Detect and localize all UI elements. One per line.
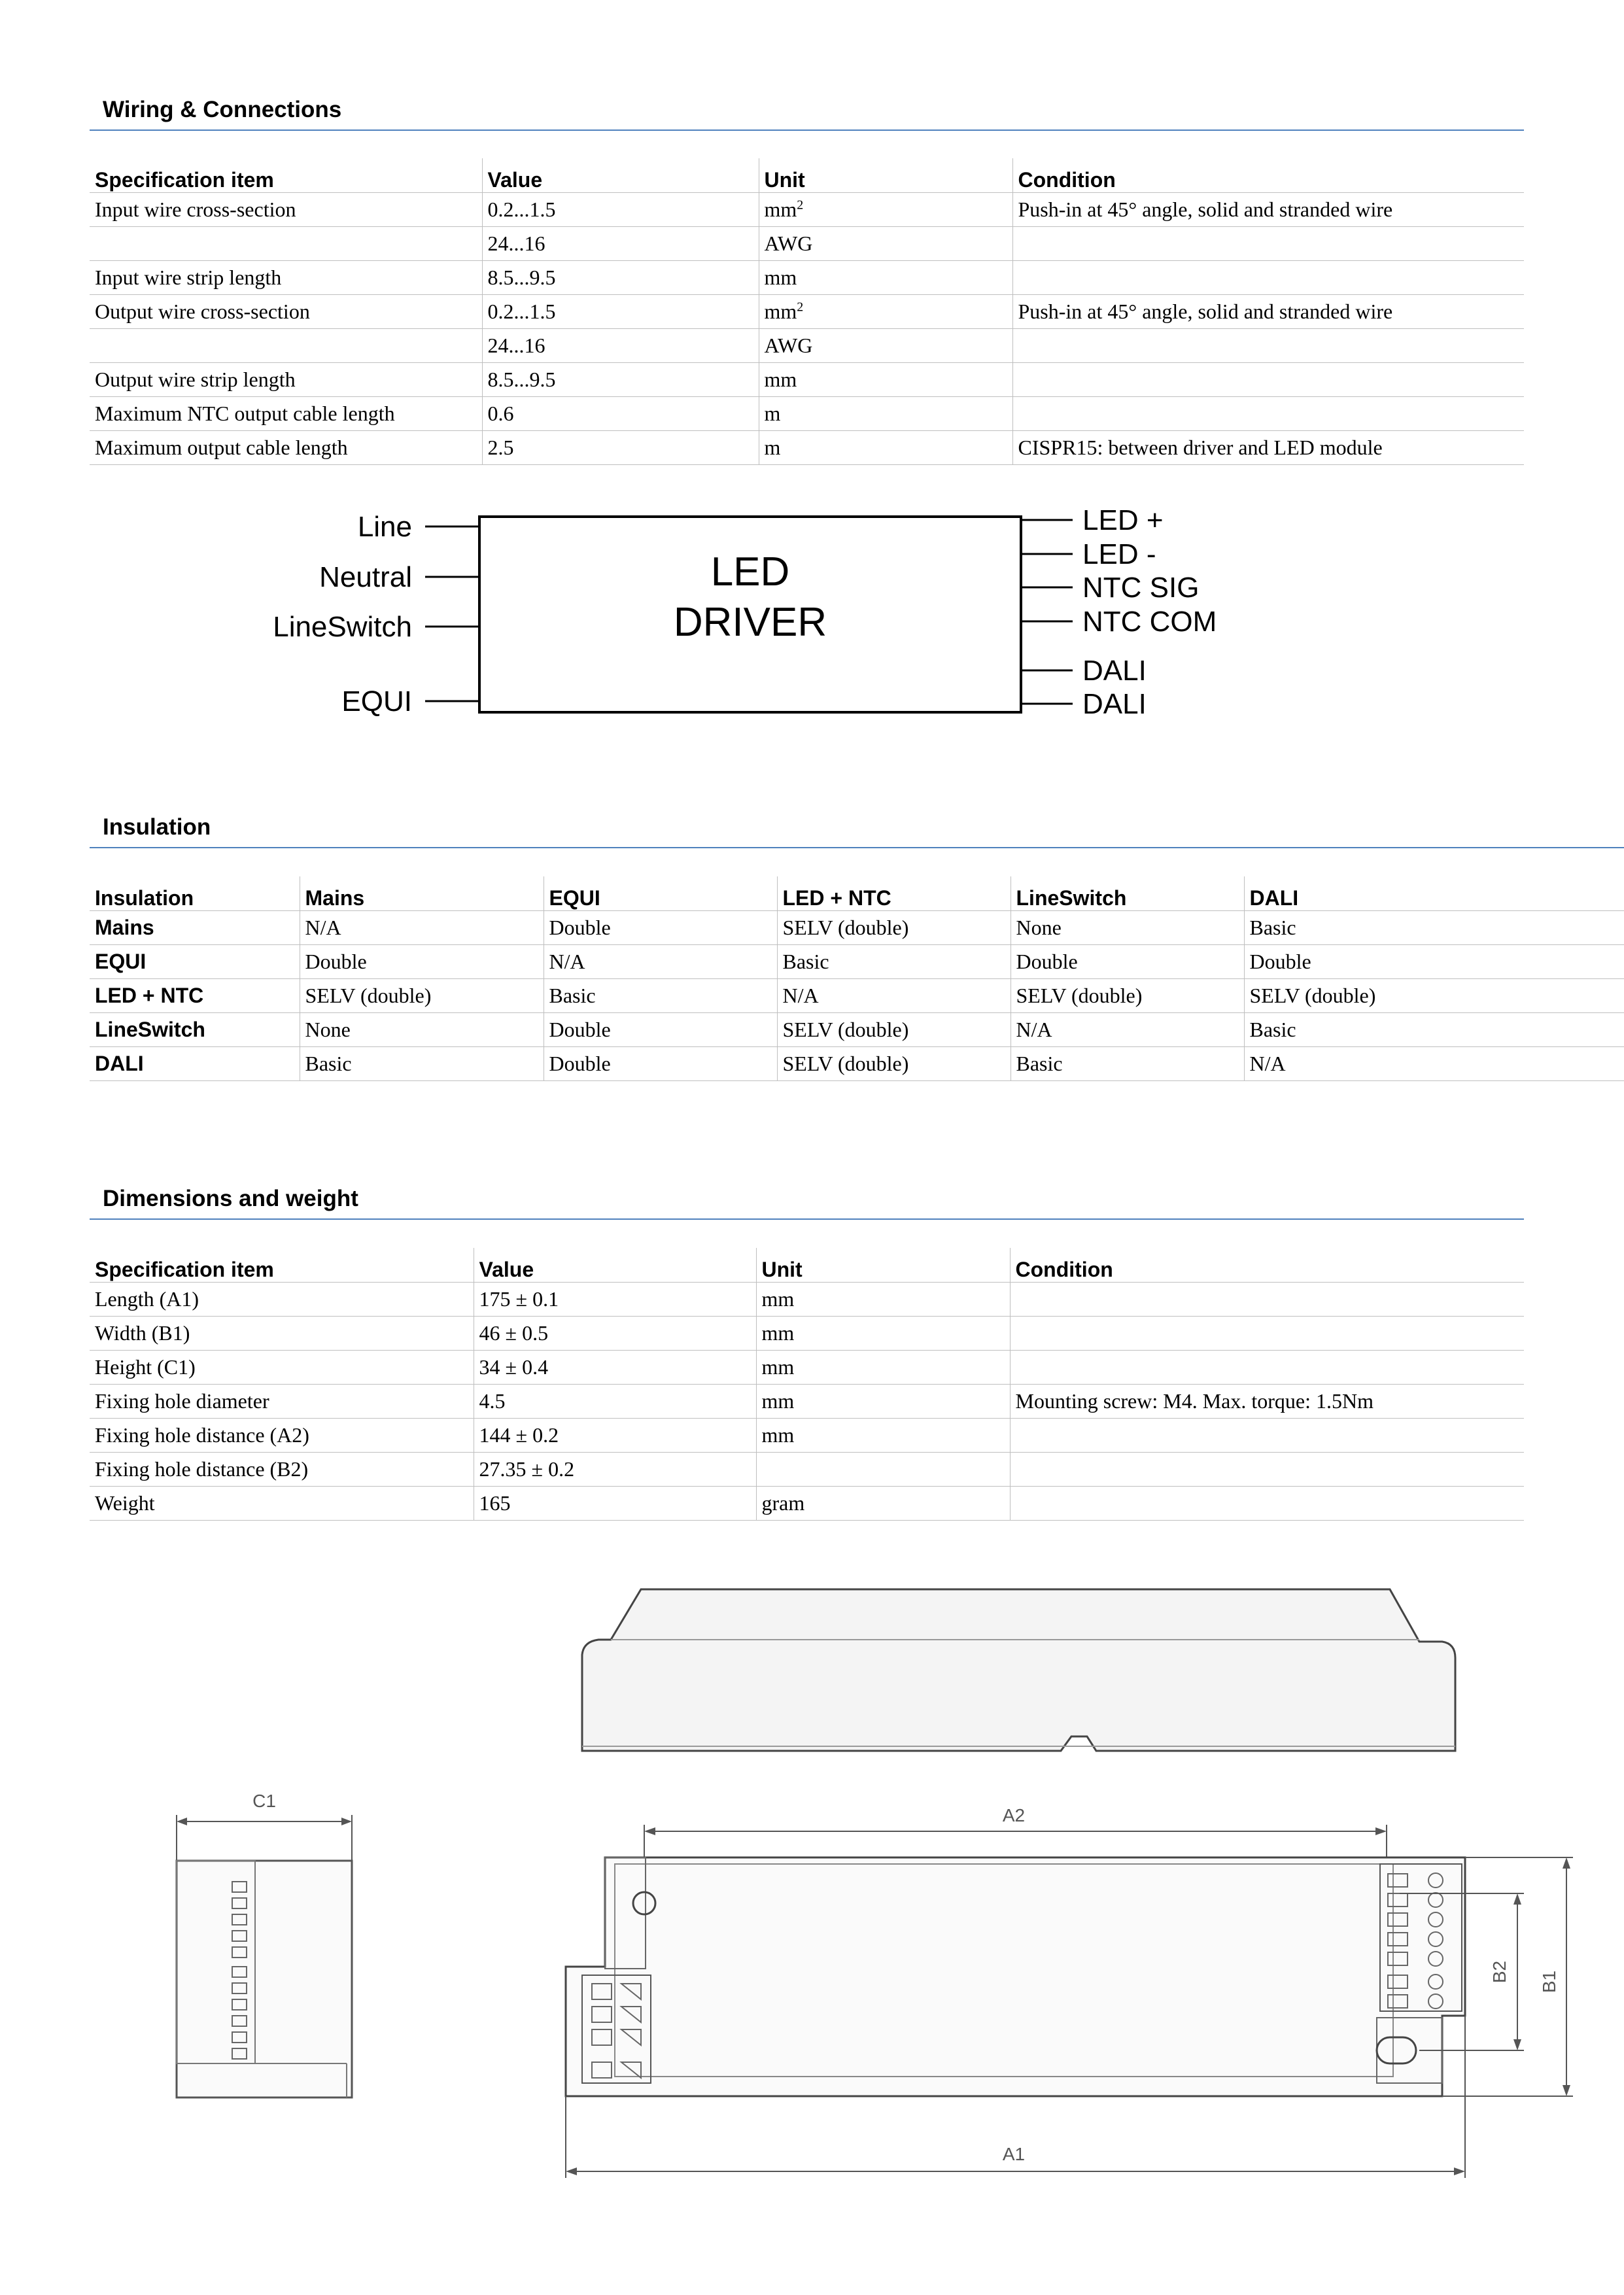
insulation-cell-text: Basic bbox=[1016, 1052, 1063, 1075]
c1-label: C1 bbox=[252, 1791, 276, 1811]
wiring-header-cell: Condition bbox=[1012, 158, 1524, 193]
insulation-section-rule bbox=[90, 847, 1624, 848]
insulation-section-title: Insulation bbox=[103, 814, 211, 840]
wiring-cell bbox=[1012, 329, 1524, 363]
wiring-cell-text: Push-in at 45° angle, solid and stranded wire bbox=[1018, 198, 1393, 221]
wiring-cell bbox=[1012, 397, 1524, 431]
wiring-cell-text: m bbox=[764, 436, 781, 459]
wiring-table bbox=[90, 158, 1524, 465]
input-terminal-label: Neutral bbox=[319, 561, 412, 593]
driver-plan-view bbox=[556, 1795, 1583, 2194]
dimensions-cell bbox=[756, 1385, 1010, 1419]
side-view-outline bbox=[177, 1861, 352, 2097]
dimensions-cell-text: mm bbox=[761, 1423, 795, 1447]
wiring-header-cell: Value bbox=[482, 158, 759, 193]
dimensions-row bbox=[90, 1419, 1524, 1453]
dimensions-cell-text: mm bbox=[761, 1355, 795, 1379]
dimensions-cell-text: 4.5 bbox=[479, 1389, 506, 1413]
insulation-cell-text: Basic bbox=[549, 984, 596, 1007]
insulation-cell bbox=[90, 979, 300, 1013]
wiring-row bbox=[90, 227, 1524, 261]
wiring-cell bbox=[482, 261, 759, 295]
output-terminal-label: DALI bbox=[1082, 688, 1147, 720]
wiring-row bbox=[90, 363, 1524, 397]
insulation-header-cell: Insulation bbox=[90, 876, 300, 911]
dimensions-cell bbox=[756, 1283, 1010, 1317]
dimensions-row bbox=[90, 1317, 1524, 1351]
wiring-cell bbox=[90, 193, 482, 227]
insulation-cell-text: N/A bbox=[305, 916, 341, 939]
wiring-cell bbox=[482, 431, 759, 465]
insulation-cell-text: Double bbox=[1249, 950, 1311, 973]
b1-label: B1 bbox=[1539, 1970, 1559, 1993]
insulation-cell bbox=[300, 979, 544, 1013]
wiring-cell-text: 0.2...1.5 bbox=[487, 300, 556, 323]
wiring-cell bbox=[482, 329, 759, 363]
dimensions-cell-text: 144 ± 0.2 bbox=[479, 1423, 559, 1447]
wiring-cell-text: Input wire strip length bbox=[95, 266, 282, 289]
insulation-row bbox=[90, 1013, 1624, 1047]
dimensions-cell-text: 34 ± 0.4 bbox=[479, 1355, 549, 1379]
output-terminal-label: NTC COM bbox=[1082, 606, 1217, 638]
dimensions-cell-text: 175 ± 0.1 bbox=[479, 1287, 559, 1311]
insulation-cell-text: Basic bbox=[305, 1052, 352, 1075]
insulation-cell-text: Double bbox=[549, 916, 611, 939]
dimensions-cell bbox=[90, 1385, 474, 1419]
insulation-cell-text: Mains bbox=[95, 916, 154, 939]
dimensions-cell-text: Fixing hole diameter bbox=[95, 1389, 269, 1413]
dimensions-header-cell: Specification item bbox=[90, 1248, 474, 1283]
insulation-cell bbox=[1011, 1013, 1244, 1047]
insulation-cell bbox=[777, 945, 1011, 979]
wiring-cell-text: CISPR15: between driver and LED module bbox=[1018, 436, 1383, 459]
wiring-cell-text: Output wire cross-section bbox=[95, 300, 310, 323]
insulation-cell-text: LED + NTC bbox=[95, 984, 204, 1007]
driver-label-line1: LED bbox=[710, 549, 790, 595]
wiring-cell-text: 0.6 bbox=[487, 402, 514, 425]
dimensions-row bbox=[90, 1385, 1524, 1419]
wiring-row bbox=[90, 397, 1524, 431]
insulation-row bbox=[90, 979, 1624, 1013]
wiring-cell bbox=[1012, 431, 1524, 465]
driver-profile-view bbox=[569, 1573, 1485, 1769]
wiring-cell bbox=[90, 261, 482, 295]
insulation-header-cell: EQUI bbox=[544, 876, 777, 911]
dimensions-cell bbox=[90, 1351, 474, 1385]
wiring-diagram bbox=[249, 497, 1269, 733]
wiring-cell bbox=[90, 363, 482, 397]
insulation-cell bbox=[777, 979, 1011, 1013]
wiring-cell bbox=[482, 227, 759, 261]
wiring-cell-text: Push-in at 45° angle, solid and stranded wire bbox=[1018, 300, 1393, 323]
insulation-cell bbox=[1011, 979, 1244, 1013]
wiring-cell bbox=[482, 193, 759, 227]
wiring-cell bbox=[759, 261, 1012, 295]
dimensions-cell bbox=[1010, 1385, 1524, 1419]
dimensions-row bbox=[90, 1487, 1524, 1521]
wiring-cell bbox=[759, 329, 1012, 363]
wiring-cell-text: Input wire cross-section bbox=[95, 198, 296, 221]
insulation-cell bbox=[300, 945, 544, 979]
insulation-cell bbox=[90, 1047, 300, 1081]
insulation-cell-text: Double bbox=[305, 950, 367, 973]
dimensions-cell-text: Mounting screw: M4. Max. torque: 1.5Nm bbox=[1015, 1389, 1373, 1413]
b2-label: B2 bbox=[1489, 1960, 1510, 1984]
wiring-section-title: Wiring & Connections bbox=[103, 97, 342, 122]
insulation-row bbox=[90, 1047, 1624, 1081]
wiring-row bbox=[90, 329, 1524, 363]
unit-superscript: 2 bbox=[797, 300, 804, 315]
dimensions-cell bbox=[90, 1283, 474, 1317]
dimensions-cell-text: Width (B1) bbox=[95, 1321, 190, 1345]
wiring-header-cell: Unit bbox=[759, 158, 1012, 193]
dimensions-cell bbox=[1010, 1283, 1524, 1317]
dimensions-cell-text: mm bbox=[761, 1389, 795, 1413]
wiring-cell bbox=[759, 397, 1012, 431]
driver-side-view bbox=[170, 1789, 366, 2109]
insulation-cell-text: SELV (double) bbox=[782, 916, 909, 939]
wiring-cell-text: mm bbox=[764, 300, 797, 323]
insulation-cell bbox=[1244, 911, 1624, 945]
dimensions-cell bbox=[1010, 1419, 1524, 1453]
dimensions-cell bbox=[90, 1453, 474, 1487]
output-terminal-label: NTC SIG bbox=[1082, 572, 1200, 604]
insulation-cell-text: SELV (double) bbox=[1016, 984, 1143, 1007]
unit-superscript: 2 bbox=[797, 198, 804, 213]
insulation-cell bbox=[90, 1013, 300, 1047]
wiring-cell-text: mm bbox=[764, 266, 797, 289]
wiring-cell bbox=[482, 295, 759, 329]
input-terminals bbox=[273, 511, 479, 717]
wiring-cell-text: Maximum output cable length bbox=[95, 436, 348, 459]
insulation-header-cell: LineSwitch bbox=[1011, 876, 1244, 911]
wiring-cell-text: 24...16 bbox=[487, 232, 545, 255]
insulation-cell-text: N/A bbox=[549, 950, 585, 973]
insulation-table bbox=[90, 876, 1624, 1081]
insulation-cell bbox=[1011, 945, 1244, 979]
insulation-cell-text: SELV (double) bbox=[1249, 984, 1376, 1007]
wiring-cell-text: 0.2...1.5 bbox=[487, 198, 556, 221]
dimensions-cell bbox=[90, 1487, 474, 1521]
wiring-cell bbox=[1012, 193, 1524, 227]
dimensions-cell bbox=[756, 1351, 1010, 1385]
plan-view-outline bbox=[566, 1857, 1465, 2096]
dimensions-cell bbox=[474, 1453, 756, 1487]
wiring-row bbox=[90, 295, 1524, 329]
insulation-cell-text: SELV (double) bbox=[782, 1018, 909, 1041]
insulation-cell-text: None bbox=[305, 1018, 351, 1041]
dimensions-cell-text: Height (C1) bbox=[95, 1355, 196, 1379]
dimensions-cell-text: 46 ± 0.5 bbox=[479, 1321, 549, 1345]
wiring-cell bbox=[759, 193, 1012, 227]
insulation-cell bbox=[1244, 1047, 1624, 1081]
insulation-cell bbox=[1244, 1013, 1624, 1047]
dimensions-cell bbox=[756, 1419, 1010, 1453]
dimensions-cell-text: 27.35 ± 0.2 bbox=[479, 1457, 575, 1481]
wiring-cell bbox=[759, 363, 1012, 397]
dimensions-section-rule bbox=[90, 1218, 1524, 1220]
dimensions-cell-text: mm bbox=[761, 1321, 795, 1345]
dimensions-cell bbox=[474, 1487, 756, 1521]
insulation-row bbox=[90, 911, 1624, 945]
wiring-row bbox=[90, 193, 1524, 227]
insulation-cell bbox=[777, 911, 1011, 945]
insulation-cell-text: None bbox=[1016, 916, 1062, 939]
dimensions-cell bbox=[474, 1419, 756, 1453]
dimensions-cell bbox=[1010, 1453, 1524, 1487]
wiring-cell bbox=[482, 363, 759, 397]
insulation-row bbox=[90, 945, 1624, 979]
insulation-header-cell: LED + NTC bbox=[777, 876, 1011, 911]
insulation-cell bbox=[544, 945, 777, 979]
dimensions-cell bbox=[1010, 1351, 1524, 1385]
wiring-cell bbox=[90, 329, 482, 363]
insulation-cell-text: N/A bbox=[1016, 1018, 1052, 1041]
insulation-cell bbox=[1011, 911, 1244, 945]
input-terminal-label: Line bbox=[357, 511, 412, 543]
input-terminal-label: EQUI bbox=[341, 685, 412, 717]
insulation-cell bbox=[1244, 945, 1624, 979]
output-terminals bbox=[1021, 504, 1217, 720]
wiring-cell-text: mm bbox=[764, 368, 797, 391]
insulation-cell bbox=[300, 1013, 544, 1047]
insulation-cell-text: EQUI bbox=[95, 950, 147, 973]
dimensions-cell bbox=[474, 1283, 756, 1317]
wiring-header-row bbox=[90, 158, 1524, 193]
wiring-cell bbox=[759, 295, 1012, 329]
wiring-cell-text: AWG bbox=[764, 334, 813, 357]
insulation-cell-text: DALI bbox=[95, 1052, 144, 1075]
dimensions-cell-text: Fixing hole distance (A2) bbox=[95, 1423, 309, 1447]
dimensions-cell bbox=[1010, 1487, 1524, 1521]
dimensions-cell bbox=[756, 1453, 1010, 1487]
wiring-cell-text: mm bbox=[764, 198, 797, 221]
wiring-cell-text: 8.5...9.5 bbox=[487, 368, 556, 391]
wiring-cell bbox=[90, 295, 482, 329]
dimensions-cell-text: mm bbox=[761, 1287, 795, 1311]
housing-profile-outline bbox=[582, 1589, 1455, 1751]
insulation-cell-text: Basic bbox=[782, 950, 829, 973]
wiring-cell bbox=[759, 431, 1012, 465]
insulation-cell-text: Double bbox=[549, 1018, 611, 1041]
wiring-cell bbox=[1012, 363, 1524, 397]
insulation-cell-text: Basic bbox=[1249, 1018, 1296, 1041]
wiring-section-rule bbox=[90, 129, 1524, 131]
insulation-cell bbox=[300, 911, 544, 945]
wiring-cell bbox=[1012, 261, 1524, 295]
wiring-cell bbox=[1012, 227, 1524, 261]
insulation-header-cell: DALI bbox=[1244, 876, 1624, 911]
dimensions-cell bbox=[1010, 1317, 1524, 1351]
dimensions-table bbox=[90, 1248, 1524, 1521]
dimensions-header-cell: Condition bbox=[1010, 1248, 1524, 1283]
dimensions-header-cell: Unit bbox=[756, 1248, 1010, 1283]
dimensions-cell bbox=[474, 1385, 756, 1419]
dimensions-cell bbox=[90, 1419, 474, 1453]
insulation-cell bbox=[544, 1013, 777, 1047]
wiring-cell-text: 2.5 bbox=[487, 436, 514, 459]
insulation-cell bbox=[544, 1047, 777, 1081]
dimensions-cell-text: Length (A1) bbox=[95, 1287, 199, 1311]
dimensions-cell bbox=[756, 1317, 1010, 1351]
dimensions-section-title: Dimensions and weight bbox=[103, 1186, 358, 1211]
insulation-cell bbox=[544, 979, 777, 1013]
insulation-cell-text: Double bbox=[1016, 950, 1078, 973]
input-terminal-label: LineSwitch bbox=[273, 611, 412, 643]
insulation-header-row bbox=[90, 876, 1624, 911]
insulation-cell-text: N/A bbox=[782, 984, 819, 1007]
wiring-cell-text: m bbox=[764, 402, 781, 425]
insulation-cell-text: LineSwitch bbox=[95, 1018, 205, 1041]
insulation-cell-text: Basic bbox=[1249, 916, 1296, 939]
wiring-row bbox=[90, 431, 1524, 465]
wiring-cell-text: Maximum NTC output cable length bbox=[95, 402, 395, 425]
insulation-cell bbox=[1011, 1047, 1244, 1081]
insulation-cell bbox=[90, 945, 300, 979]
dimensions-cell-text: Weight bbox=[95, 1491, 155, 1515]
insulation-cell-text: Double bbox=[549, 1052, 611, 1075]
wiring-cell bbox=[482, 397, 759, 431]
a1-label: A1 bbox=[1002, 2144, 1026, 2164]
driver-label-line2: DRIVER bbox=[673, 600, 827, 645]
wiring-header-cell: Specification item bbox=[90, 158, 482, 193]
wiring-cell-text: Output wire strip length bbox=[95, 368, 296, 391]
dimensions-cell-text: gram bbox=[761, 1491, 805, 1515]
insulation-cell bbox=[300, 1047, 544, 1081]
output-terminal-label: DALI bbox=[1082, 655, 1147, 687]
a2-label: A2 bbox=[1002, 1805, 1026, 1825]
dimensions-cell-text: Fixing hole distance (B2) bbox=[95, 1457, 309, 1481]
wiring-cell-text: AWG bbox=[764, 232, 813, 255]
insulation-cell bbox=[90, 911, 300, 945]
insulation-header-cell: Mains bbox=[300, 876, 544, 911]
insulation-cell bbox=[777, 1013, 1011, 1047]
insulation-cell bbox=[777, 1047, 1011, 1081]
insulation-cell bbox=[544, 911, 777, 945]
dimensions-cell bbox=[474, 1351, 756, 1385]
wiring-cell bbox=[1012, 295, 1524, 329]
dimensions-cell bbox=[756, 1487, 1010, 1521]
insulation-cell-text: SELV (double) bbox=[305, 984, 432, 1007]
dimensions-cell-text: 165 bbox=[479, 1491, 511, 1515]
dimensions-header-cell: Value bbox=[474, 1248, 756, 1283]
wiring-cell bbox=[90, 227, 482, 261]
wiring-cell bbox=[90, 397, 482, 431]
dimensions-row bbox=[90, 1453, 1524, 1487]
dimensions-header-row bbox=[90, 1248, 1524, 1283]
output-terminal-label: LED - bbox=[1082, 538, 1156, 570]
dimensions-row bbox=[90, 1351, 1524, 1385]
insulation-cell-text: SELV (double) bbox=[782, 1052, 909, 1075]
insulation-cell-text: N/A bbox=[1249, 1052, 1286, 1075]
insulation-cell bbox=[1244, 979, 1624, 1013]
wiring-cell bbox=[90, 431, 482, 465]
wiring-cell bbox=[759, 227, 1012, 261]
output-terminal-label: LED + bbox=[1082, 504, 1164, 536]
wiring-cell-text: 8.5...9.5 bbox=[487, 266, 556, 289]
wiring-row bbox=[90, 261, 1524, 295]
wiring-cell-text: 24...16 bbox=[487, 334, 545, 357]
dimensions-row bbox=[90, 1283, 1524, 1317]
dimensions-cell bbox=[90, 1317, 474, 1351]
dimensions-cell bbox=[474, 1317, 756, 1351]
